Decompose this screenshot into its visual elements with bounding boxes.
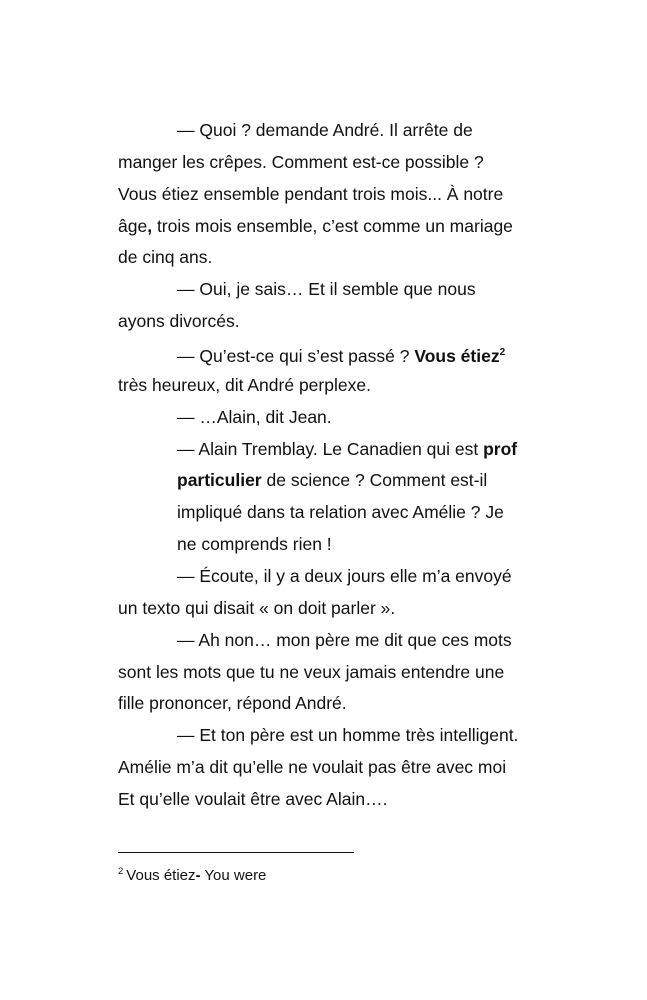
text-run: manger les crêpes. Comment est-ce possible ? — [118, 151, 484, 172]
text-run: — Écoute, il y a deux jours elle m’a envoyé — [177, 565, 512, 586]
text-run: impliqué dans ta relation avec Amélie ? Je — [177, 502, 504, 523]
text-run: sont les mots que tu ne veux jamais entendre une — [118, 661, 505, 682]
footnote-reference: 2 — [499, 347, 506, 358]
text-line — [177, 534, 332, 554]
text-line — [177, 630, 512, 650]
text-line — [118, 789, 387, 809]
text-line — [118, 598, 395, 618]
text-run: ne comprends rien ! — [177, 534, 332, 554]
text-run: fille prononcer, répond André. — [118, 693, 347, 714]
text-run: — …Alain, dit Jean. — [177, 406, 332, 427]
text-line — [177, 120, 473, 140]
text-line — [118, 311, 240, 331]
footnote-term: Vous étiez — [126, 867, 196, 884]
text-line — [118, 693, 347, 713]
footnote-dash: - — [195, 867, 201, 884]
text-line — [118, 247, 212, 267]
text-line — [177, 502, 504, 522]
text-run: — Quoi ? demande André. Il arrête de — [177, 120, 473, 140]
text-line — [118, 216, 513, 236]
text-run: de cinq ans. — [118, 247, 213, 268]
text-run: Et qu’elle voulait être avec Alain…. — [118, 788, 388, 809]
footnote — [118, 863, 266, 885]
text-run: trois mois ensemble, c’est comme un mariage — [152, 215, 513, 236]
text-line — [177, 470, 487, 490]
bold-text: , — [147, 215, 153, 236]
text-run: — Oui, je sais… Et il semble que nous — [177, 279, 476, 300]
text-run: — Alain Tremblay. Le Canadien qui est — [177, 438, 484, 459]
text-run: — Qu’est-ce qui s’est passé ? — [177, 346, 415, 366]
bold-text: particulier — [177, 470, 262, 491]
text-line — [177, 566, 512, 586]
footnote-translation: You were — [200, 867, 267, 884]
footnote-separator — [118, 852, 354, 853]
text-run: Vous étiez ensemble pendant trois mois... À notre — [118, 183, 504, 204]
text-line — [177, 725, 518, 745]
text-line — [118, 184, 503, 204]
text-line — [118, 757, 506, 777]
text-line — [118, 662, 504, 682]
text-line — [118, 152, 484, 172]
text-line — [177, 439, 517, 459]
text-line — [177, 407, 332, 427]
text-run: Amélie m’a dit qu’elle ne voulait pas être avec moi — [118, 757, 507, 777]
text-run: ayons divorcés. — [118, 311, 240, 332]
bold-text: Vous étiez — [414, 346, 500, 366]
text-run: âge — [118, 215, 148, 236]
bold-text: prof — [483, 438, 518, 459]
text-line — [118, 375, 371, 395]
footnote-number: 2 — [118, 866, 124, 877]
text-line — [177, 279, 476, 299]
text-run: — Et ton père est un homme très intelligent. — [177, 725, 519, 746]
text-run: — Ah non… mon père me dit que ces mots — [177, 629, 512, 650]
text-run: très heureux, dit André perplexe. — [118, 374, 371, 395]
text-run: un texto qui disait « on doit parler ». — [118, 597, 396, 618]
text-line — [177, 343, 505, 366]
text-run: de science ? Comment est-il — [261, 470, 488, 491]
